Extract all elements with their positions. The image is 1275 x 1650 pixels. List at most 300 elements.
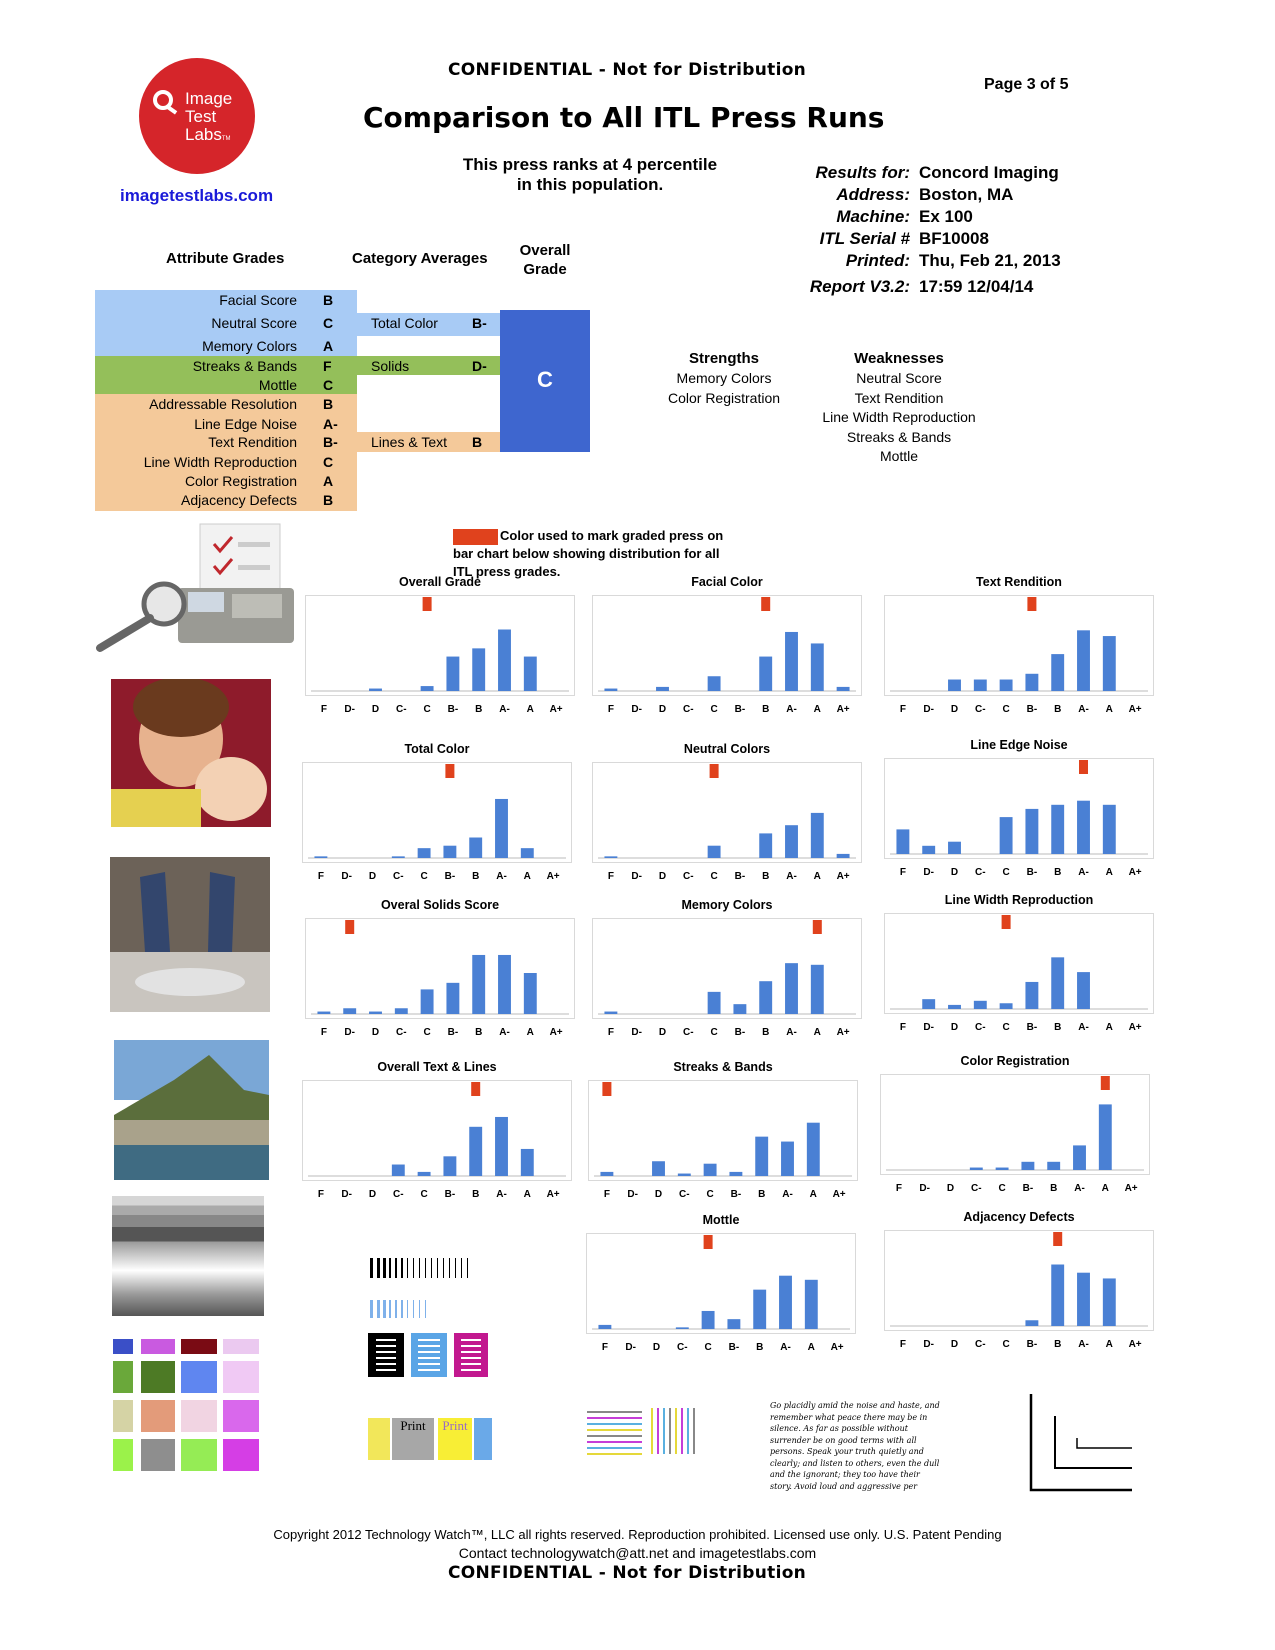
chart-bar [1021, 1162, 1034, 1170]
chart-tick-label: B [1054, 704, 1062, 715]
text-sample-line: remember what peace there may be in [770, 1412, 928, 1422]
attribute-row [95, 356, 357, 375]
printer-panel [188, 592, 224, 612]
attribute-grade: B- [323, 434, 338, 450]
color-patch [181, 1439, 217, 1471]
rank-statement [440, 155, 740, 195]
graded-press-marker [710, 764, 719, 778]
chart-tick-label: A- [782, 1189, 793, 1200]
attribute-label: Neutral Score [211, 315, 297, 331]
print-swatch-yellow [368, 1418, 390, 1460]
attribute-row [95, 471, 357, 490]
chart-tick-label: A- [499, 1027, 510, 1038]
chart-bar [604, 856, 617, 858]
portrait-photo [111, 679, 271, 827]
chart-tick-label: B- [1026, 867, 1038, 878]
chart-tick-label: C [423, 1027, 431, 1038]
chart-tick-label: A+ [546, 1189, 560, 1200]
chart-bar [708, 846, 721, 858]
chart-tick-label: F [607, 871, 614, 882]
contact-text: Contact technologywatch@att.net and imagetestlabs.com [458, 1545, 817, 1561]
chart-bar [495, 799, 508, 858]
attribute-grade: A- [323, 416, 338, 432]
chart-title: Line Width Reproduction [944, 893, 1094, 907]
category-label: Total Color [371, 315, 438, 331]
chart-bar [343, 1008, 356, 1014]
chart-bar [727, 1319, 740, 1329]
category-grade: B [472, 434, 483, 450]
chart-tick-label: D- [919, 1183, 930, 1194]
logo-line-3: Labs [185, 125, 222, 144]
chart-tick-label: A- [1078, 704, 1089, 715]
rank-line-2: in this population. [516, 175, 664, 194]
chart-bar [811, 813, 824, 858]
chart-bar [469, 838, 482, 859]
info-value: Boston, MA [919, 185, 1014, 204]
overall-grade-cell [500, 310, 590, 452]
chart-tick-label: B [475, 1027, 483, 1038]
chart-tick-label: F [320, 1027, 327, 1038]
page-number: Page 3 of 5 [984, 76, 1069, 93]
tabletop-photo [110, 857, 270, 1012]
chart-bar [446, 657, 459, 691]
logo [139, 58, 255, 174]
chart-tick-label: A- [786, 871, 797, 882]
distribution-chart [586, 1233, 856, 1355]
attribute-grades-header: Attribute Grades [166, 250, 285, 267]
line-test-patterns [368, 1258, 488, 1378]
chart-tick-label: B [472, 1189, 480, 1200]
print-swatch-yellow-2 [438, 1418, 472, 1460]
chart-tick-label: A+ [1128, 704, 1142, 715]
color-patch [223, 1361, 259, 1393]
chart-tick-label: B- [734, 871, 746, 882]
distribution-chart [884, 913, 1154, 1035]
chart-tick-label: C [1002, 704, 1010, 715]
chart-tick-label: C- [393, 1189, 404, 1200]
distribution-chart [592, 762, 862, 884]
napkin-right [208, 872, 235, 952]
chart-bar [996, 1168, 1009, 1170]
chart-bar [811, 643, 824, 691]
chart-tick-label: C- [683, 1027, 694, 1038]
chart-bar [1025, 674, 1038, 691]
chart-tick-label: C [1002, 1022, 1010, 1033]
chart-tick-label: C [998, 1183, 1006, 1194]
chart-tick-label: C [710, 1027, 718, 1038]
attribute-label: Mottle [258, 377, 297, 393]
chart-tick-label: A+ [836, 704, 850, 715]
chart-tick-label: A+ [1128, 1022, 1142, 1033]
chart-bar [600, 1172, 613, 1176]
chart-bar [395, 1008, 408, 1014]
chart-bar [759, 981, 772, 1014]
chart-tick-label: B [475, 704, 483, 715]
chart-frame [303, 763, 572, 863]
chart-bar [922, 999, 935, 1009]
chart-bar [1000, 1003, 1013, 1009]
magnifier-icon [153, 90, 173, 110]
corner-line [1031, 1394, 1132, 1490]
magnifier-handle [100, 618, 150, 648]
chart-bar [1077, 801, 1090, 854]
chart-bar [1051, 654, 1064, 691]
info-value: Thu, Feb 21, 2013 [919, 251, 1061, 270]
chart-tick-label: D [371, 1027, 380, 1038]
attribute-label: Addressable Resolution [149, 396, 297, 412]
chart-tick-label: B- [447, 1027, 459, 1038]
chart-bar [922, 846, 935, 854]
distribution-chart [884, 595, 1154, 717]
chart-tick-label: D [658, 871, 667, 882]
chart-tick-label: C [420, 871, 428, 882]
attribute-label: Line Edge Noise [194, 416, 297, 432]
chart-tick-label: D [371, 704, 380, 715]
graded-press-marker [761, 597, 770, 611]
strength-item: Memory Colors [676, 370, 772, 386]
copyright-text: Copyright 2012 Technology Watch™, LLC all rights reserved. Reproduction prohibited. Licensed use only. U.S. Patent Pending [273, 1527, 1002, 1542]
chart-tick-label: A [809, 1189, 817, 1200]
chart-tick-label: C [423, 704, 431, 715]
chart-bar [708, 676, 721, 691]
blue-lines [370, 1300, 426, 1318]
chart-title: Mottle [702, 1213, 740, 1227]
plate [135, 968, 245, 996]
attribute-label: Line Width Reproduction [143, 454, 297, 470]
corner-line-sample [1027, 1390, 1137, 1495]
attribute-grade: B [323, 292, 334, 308]
chart-tick-label: B- [734, 1027, 746, 1038]
graded-press-marker [1079, 760, 1088, 774]
chart-tick-label: C [420, 1189, 428, 1200]
chart-bar [1000, 680, 1013, 691]
chart-bar [1077, 1273, 1090, 1326]
text-sample [770, 1400, 970, 1492]
press-illustration [92, 522, 307, 657]
chart-bar [729, 1172, 742, 1176]
chart-bar [418, 848, 431, 858]
weakness-item: Neutral Score [856, 370, 942, 386]
chart-title: Overall Text & Lines [377, 1060, 497, 1074]
attribute-row [95, 313, 357, 336]
overall-grade-header [500, 241, 590, 279]
chart-bar [1099, 1104, 1112, 1170]
chart-tick-label: C [704, 1342, 712, 1353]
chart-tick-label: F [899, 1339, 906, 1350]
chart-tick-label: B [762, 871, 770, 882]
chart-tick-label: D- [627, 1189, 638, 1200]
graded-press-marker [423, 597, 432, 611]
chart-bar [443, 1156, 456, 1176]
text-sample-line: persons. Speak your truth quietly and [770, 1447, 924, 1456]
legend-line-3: ITL press grades. [453, 564, 561, 579]
chart-tick-label: B- [444, 871, 456, 882]
chart-bar [759, 833, 772, 858]
chart-tick-label: D- [625, 1342, 636, 1353]
chart-tick-label: A [523, 871, 531, 882]
chart-tick-label: B [1054, 1339, 1062, 1350]
attribute-label: Text Rendition [208, 434, 297, 450]
chart-tick-label: A- [499, 704, 510, 715]
chart-tick-label: F [895, 1183, 902, 1194]
chart-bar [524, 973, 537, 1014]
chart-bar [970, 1168, 983, 1170]
graded-press-marker [1101, 1076, 1110, 1090]
logo-text [185, 90, 232, 148]
chart-tick-label: A- [780, 1342, 791, 1353]
chart-bar [472, 648, 485, 691]
attribute-row [95, 490, 357, 511]
legend-line-2: bar chart below showing distribution for all [453, 546, 720, 561]
chart-tick-label: F [603, 1189, 610, 1200]
chart-tick-label: A [1105, 1022, 1113, 1033]
overall-header-line-2: Grade [523, 261, 567, 278]
category-row [357, 356, 500, 375]
chart-bar [1025, 809, 1038, 854]
chart-tick-label: D [654, 1189, 663, 1200]
chart-title: Overal Solids Score [380, 898, 500, 912]
chart-tick-label: D [950, 1022, 959, 1033]
chart-tick-label: D- [631, 1027, 642, 1038]
chart-tick-label: D- [923, 1022, 934, 1033]
chart-tick-label: B- [734, 704, 746, 715]
chart-bar [1047, 1162, 1060, 1170]
chart-bar [1073, 1145, 1086, 1170]
checklist-line [238, 542, 270, 547]
chart-title: Neutral Colors [683, 742, 771, 756]
attribute-grade: A [323, 338, 334, 354]
chart-tick-label: B [758, 1189, 766, 1200]
chart-bar [1051, 1265, 1064, 1327]
chart-tick-label: C- [975, 867, 986, 878]
category-row [357, 432, 500, 452]
distribution-chart [302, 1080, 572, 1202]
chart-tick-label: C [706, 1189, 714, 1200]
chart-bar [785, 963, 798, 1014]
attribute-grade: C [323, 315, 334, 331]
chart-tick-label: D [658, 1027, 667, 1038]
chart-tick-label: B [472, 871, 480, 882]
chart-tick-label: B [756, 1342, 764, 1353]
chart-tick-label: A [813, 871, 821, 882]
chart-title: Total Color [404, 742, 470, 756]
chart-bar [1103, 1278, 1116, 1326]
chart-tick-label: D [368, 871, 377, 882]
chart-bar [974, 1001, 987, 1009]
chart-tick-label: A+ [836, 1027, 850, 1038]
color-patch [113, 1339, 133, 1354]
chart-bar [1103, 636, 1116, 691]
print-swatch-gray [392, 1418, 434, 1460]
color-patch [223, 1400, 259, 1432]
chart-bar [811, 965, 824, 1014]
chart-tick-label: A [1101, 1183, 1109, 1194]
chart-tick-label: A- [496, 1189, 507, 1200]
chart-bar [704, 1164, 717, 1176]
distribution-chart [880, 1074, 1150, 1196]
chart-bar [1025, 982, 1038, 1009]
confidential-bottom: CONFIDENTIAL - Not for Distribution [448, 1563, 807, 1583]
grayscale-ramp [112, 1196, 264, 1316]
village [114, 1120, 269, 1145]
chart-bar [317, 1012, 330, 1014]
text-sample-line: clearly; and listen to others, even the dull [770, 1458, 940, 1468]
chart-frame [885, 914, 1154, 1014]
chart-bar [805, 1280, 818, 1329]
attribute-label: Facial Score [219, 292, 297, 308]
blanket [111, 789, 201, 827]
chart-bar [446, 983, 459, 1014]
weaknesses-title: Weaknesses [854, 350, 944, 367]
attribute-grade: B [323, 492, 334, 508]
chart-bar [472, 955, 485, 1014]
chart-tick-label: A [1105, 1339, 1113, 1350]
graded-press-marker [345, 920, 354, 934]
chart-tick-label: A+ [549, 1027, 563, 1038]
chart-tick-label: A+ [1128, 867, 1142, 878]
attribute-grade: C [323, 377, 334, 393]
chart-tick-label: A- [1078, 1339, 1089, 1350]
chart-title: Text Rendition [976, 575, 1062, 589]
report-version-label: Report V3.2: [809, 277, 910, 296]
attribute-row [95, 336, 357, 356]
chart-tick-label: C [1002, 1339, 1010, 1350]
chart-tick-label: C- [683, 704, 694, 715]
chart-tick-label: A [1105, 704, 1113, 715]
website-link[interactable]: imagetestlabs.com [120, 186, 274, 205]
chart-bar [785, 825, 798, 858]
chart-bar [498, 955, 511, 1014]
info-label: Printed: [845, 251, 910, 270]
attribute-row [95, 375, 357, 394]
chart-tick-label: C- [396, 704, 407, 715]
weakness-item: Streaks & Bands [846, 428, 952, 445]
chart-tick-label: B- [444, 1189, 456, 1200]
confidential-top: CONFIDENTIAL - Not for Distribution [448, 60, 807, 80]
attribute-grade: F [323, 358, 332, 374]
attribute-label: Adjacency Defects [181, 492, 297, 508]
chart-tick-label: D- [631, 704, 642, 715]
chart-bar [369, 689, 382, 691]
graded-press-marker [602, 1082, 611, 1096]
chart-tick-label: B- [1026, 1022, 1038, 1033]
chart-tick-label: C [710, 871, 718, 882]
attribute-label: Color Registration [184, 473, 297, 489]
chart-tick-label: A [807, 1342, 815, 1353]
chart-bar [1000, 817, 1013, 854]
printer-tray [232, 594, 282, 618]
rank-line-1: This press ranks at 4 percentile [462, 155, 718, 174]
overall-header-line-1: Overall [519, 242, 571, 259]
chart-bar [948, 1005, 961, 1009]
chart-bar [498, 630, 511, 692]
strengths-title: Strengths [688, 350, 759, 367]
text-sample-line: and the ignorant; they too have their [770, 1470, 920, 1479]
baby-face [195, 757, 267, 821]
graded-press-marker [1053, 1232, 1062, 1246]
attribute-row [95, 414, 357, 432]
info-label: Machine: [836, 207, 910, 226]
color-patch [141, 1339, 175, 1354]
black-lines [370, 1258, 468, 1278]
color-patch [223, 1339, 259, 1354]
chart-tick-label: D- [923, 1339, 934, 1350]
chart-bar [604, 689, 617, 691]
color-patch-grid [113, 1339, 263, 1479]
chart-tick-label: B- [1026, 1339, 1038, 1350]
logo-line-2: Test [185, 107, 217, 126]
color-patch [141, 1439, 175, 1471]
chart-bar [418, 1172, 431, 1176]
chart-tick-label: B [1050, 1183, 1058, 1194]
graded-press-marker [445, 764, 454, 778]
weakness-item: Text Rendition [854, 389, 944, 406]
info-value: Concord Imaging [919, 163, 1059, 182]
attribute-row [95, 452, 357, 471]
attribute-grade: A [323, 473, 334, 489]
chart-bar [421, 989, 434, 1014]
chart-tick-label: C- [975, 1022, 986, 1033]
graded-press-marker [1027, 597, 1036, 611]
chart-tick-label: F [317, 1189, 324, 1200]
lake [114, 1145, 269, 1180]
chart-bar [1103, 805, 1116, 854]
text-sample-line: surrender be on good terms with all [770, 1435, 917, 1445]
color-patch [223, 1439, 259, 1471]
text-sample-line: silence. As far as possible without [770, 1424, 908, 1433]
overall-grade-value: C [537, 367, 553, 392]
chart-title: Overall Grade [399, 575, 481, 589]
chart-bar [1077, 630, 1090, 691]
chart-tick-label: B [1054, 1022, 1062, 1033]
chart-bar [896, 829, 909, 854]
chart-bar [702, 1311, 715, 1329]
distribution-chart [592, 595, 862, 717]
chart-tick-label: D- [341, 1189, 352, 1200]
color-patch [181, 1361, 217, 1393]
chart-bar [678, 1174, 691, 1176]
chart-bar [753, 1290, 766, 1329]
chart-bar [708, 992, 721, 1014]
chart-tick-label: A- [786, 1027, 797, 1038]
graded-press-marker [704, 1235, 713, 1249]
chart-tick-label: A- [786, 704, 797, 715]
attribute-label: Streaks & Bands [192, 358, 297, 374]
chart-bar [948, 842, 961, 854]
chart-bar [521, 848, 534, 858]
text-sample-line: story. Avoid loud and aggressive per [770, 1481, 918, 1491]
chart-tick-label: D [946, 1183, 955, 1194]
chart-title: Streaks & Bands [673, 1060, 773, 1074]
chart-tick-label: F [320, 704, 327, 715]
category-averages-header: Category Averages [352, 250, 488, 267]
info-value: Ex 100 [919, 207, 973, 226]
chart-tick-label: D- [341, 871, 352, 882]
weakness-item: Mottle [879, 448, 919, 464]
chart-bar [948, 680, 961, 691]
graded-press-marker [471, 1082, 480, 1096]
chart-tick-label: C- [393, 871, 404, 882]
chart-tick-label: B- [728, 1342, 740, 1353]
legend-text [453, 527, 723, 581]
category-label: Lines & Text [371, 434, 448, 450]
chart-bar [652, 1161, 665, 1176]
chart-tick-label: B- [1022, 1183, 1034, 1194]
chart-tick-label: C- [971, 1183, 982, 1194]
chart-tick-label: A- [1078, 1022, 1089, 1033]
category-row [357, 313, 500, 336]
logo-line-1: Image [185, 89, 233, 108]
